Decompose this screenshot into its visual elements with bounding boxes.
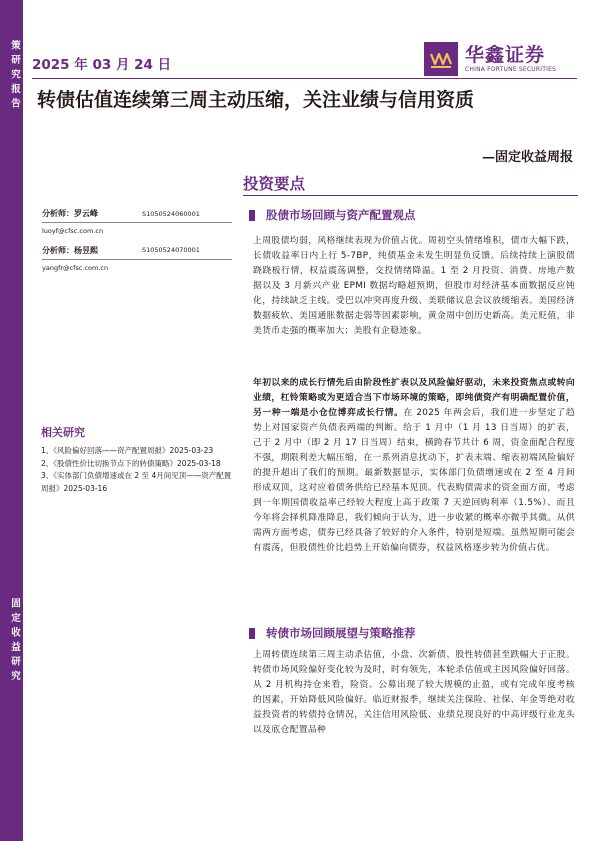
analyst-email[interactable]: yangfr@cfsc.com.cn: [42, 263, 109, 272]
sidebar-bottom-label: 固定收益研究: [9, 598, 20, 685]
analyst-entry: [42, 243, 232, 276]
related-research-item[interactable]: 3、《实体部门负债增速或在 2 至 4月间见顶——资产配置周报》2025-03-16: [41, 471, 232, 493]
header-divider: [32, 78, 577, 79]
left-sidebar-band: [0, 0, 23, 841]
sidebar-top-label: 策研究报告: [9, 40, 20, 113]
report-title: 转债估值连续第三周主动压缩，关注业绩与信用资质: [37, 89, 475, 111]
analyst-name: 分析师：罗云峰: [42, 208, 98, 218]
analyst-divider: [42, 222, 232, 223]
analyst-email[interactable]: luoyf@cfsc.com.cn: [42, 227, 104, 236]
related-research: [41, 424, 236, 495]
investment-highlights-heading: 投资要点: [243, 174, 306, 193]
analyst-certificate: S1050524060001: [142, 209, 200, 218]
section-title-market-review: 股债市场回顾与资产配置观点: [249, 207, 416, 223]
section-title-convertible-bonds: 转债市场回顾展望与策略推荐: [249, 625, 416, 641]
analyst-entry: [42, 206, 232, 239]
analyst-certificate: S1050524070001: [142, 246, 200, 255]
analyst-divider: [42, 259, 232, 260]
company-logo-english: CHINA FORTUNE SECURITIES: [465, 66, 557, 73]
heading-divider: [243, 195, 578, 196]
report-subtitle: —固定收益周报: [481, 150, 573, 165]
analyst-name: 分析师：杨昱熙: [42, 244, 98, 255]
section-marker-icon: [249, 628, 255, 639]
paragraph-allocation-view: [253, 376, 575, 556]
paragraph-body: 在 2025 年两会后，我们进一步坚定了趋势上对国家资产负债表两端的判断。给于 1 月中（1 月 13 日当周）的扩表，己于 2 月中（即 2 月 17 日当周）结束，横跨春节共计 6 周，资金面配合程度不强，期限利差大幅压缩，在一系列消息扰动下，扩表末端、缩表初端风险偏好的提升超出了我们的预期。最新数据显示，实体部门负债增速或在 2 至 4 月间形成双顶，这对应着债务供给已经基本见顶。代表购债需求的资金面方面，考虑到一年期国债收益率己经较大程度上高于政策 7 天逆回购利率（1.5%）、而且今年将会择机降准降息，我们倾向于认为，进一步收紧的概率亦微乎其微。从供需两方面考虑，债券已经具备了较好的介入条件，特别是短端。虽然短期可能会有震荡，但股债性价比趋势上开始偏向债券，权益风格逐步转为价值占优。: [253, 408, 575, 553]
report-date: 2025 年 03 月 24 日: [32, 57, 172, 73]
analyst-block: [42, 206, 232, 279]
related-research-item[interactable]: 2、《股债性价比切换节点下的转债策略》2025-03-18: [41, 458, 221, 468]
paragraph-market-review: 上周股债均弱，风格继续表现为价值占优。周初空头情绪堆积，债市大幅下跌，长债收益率日内上行 5-7BP，纯债基金未发生明显负反馈。后续持续上演股债跷跷板行情，权益震荡调整，交投情绪降温。1 至 2 月投资、消费、房地产数据以及 3 月新兴产业 EPMI 数据均略超预期，但股市对经济基本面数据反应钝化，持续缺乏主线。受巴以冲突再度升级、美联储议息会议放缓缩表、美国经济数据疲软、美国通胀数据走弱等因素影响，黄金周中创历史新高。美元贬值，非美货币走强的概率加大；美股有企稳迹象。: [253, 236, 575, 336]
company-logo-icon: [424, 42, 458, 76]
paragraph-convertible-review: 上周转债连续第三周主动杀估值，小盘、次新债、股性转债甚至跌幅大于正股。转债市场风险偏好变化较为及时，时有领先，本轮杀估值或主因风险偏好回落。从 2 月机构持仓来看，险资、公募出现了较大规模的止盈，或有完成年度考核的因素，开始降低风险偏好。临近财报季，继续关注保险、社保、年金等绝对收益投资者的转债持仓情况，关注信用风险低、业绩兑现良好的中高评级行业龙头以及底仓配置品种: [253, 650, 575, 735]
company-logo-text: 华鑫证券: [465, 44, 546, 66]
related-research-item[interactable]: 1、《风险偏好回落——资产配置周报》2025-03-23: [41, 446, 214, 455]
section-marker-icon: [249, 210, 255, 221]
key-point-bold: 年初以来的成长行情先后由阶段性扩表以及风险偏好驱动，未来投资焦点或转向业绩，杠铃策略或为更适合当下市场环境的策略，即纯债资产有明确配置价值，另一种一端是小仓位博弈成长行情。: [253, 378, 575, 418]
related-research-title: 相关研究: [41, 426, 85, 439]
